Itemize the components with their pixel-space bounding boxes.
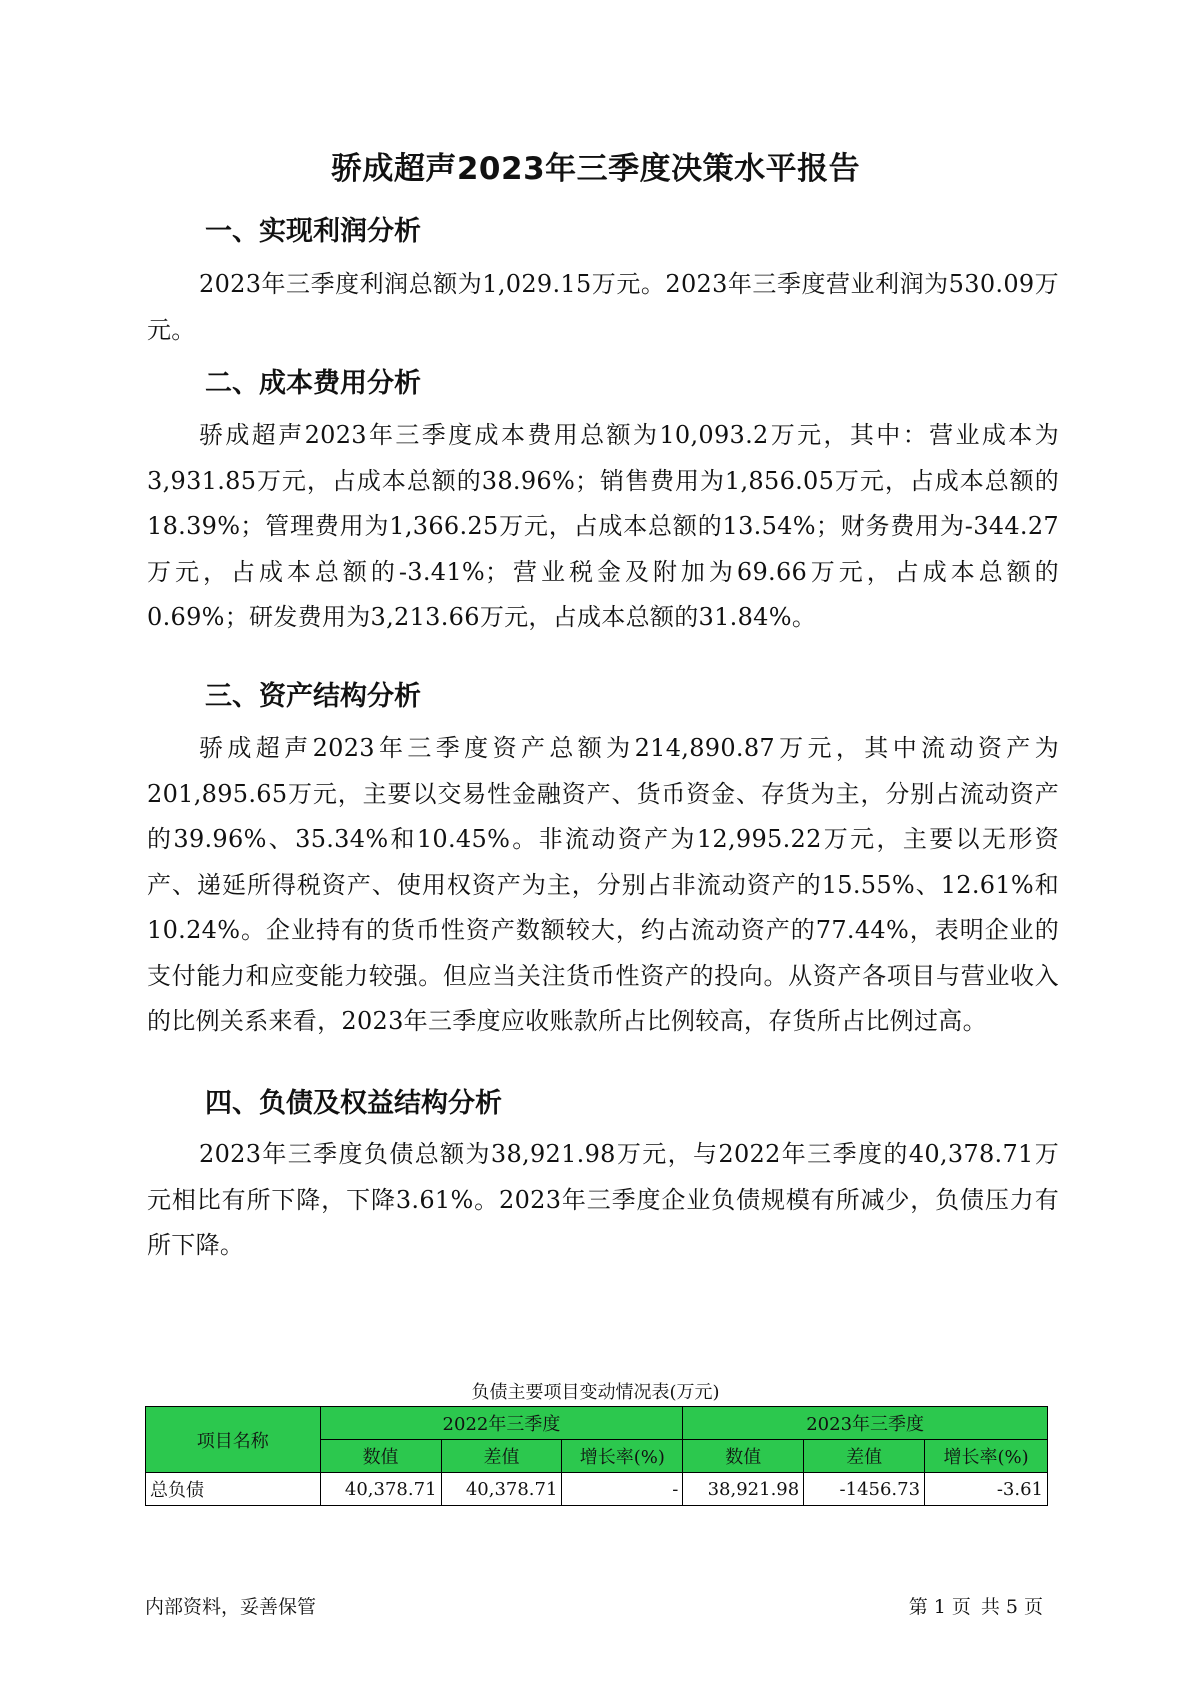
section-paragraph-liabilities: 2023年三季度负债总额为38,921.98万元，与2022年三季度的40,378.71万元相比有所下降，下降3.61%。2023年三季度企业负债规模有所减少，负债压力有所下降。 (147, 1140, 1059, 1259)
header-value-2022: 数值 (320, 1440, 441, 1473)
header-growth-2022: 增长率(%) (562, 1440, 683, 1473)
row-value-2022: 40,378.71 (320, 1473, 441, 1506)
liabilities-table (145, 1406, 1048, 1506)
header-period-2022: 2022年三季度 (320, 1407, 683, 1440)
header-growth-2023: 增长率(%) (925, 1440, 1048, 1473)
row-growth-2022: - (562, 1473, 683, 1506)
header-period-2023: 2023年三季度 (683, 1407, 1048, 1440)
section-paragraph-assets: 骄成超声2023年三季度资产总额为214,890.87万元，其中流动资产为201,895.65万元，主要以交易性金融资产、货币资金、存货为主，分别占流动资产的39.96%、35.34%和10.45%。非流动资产为12,995.22万元，主要以无形资产、递延所得税资产、使用权资产为主，分别占非流动资产的15.55%、12.61%和10.24%。企业持有的货币性资产数额较大，约占流动资产的77.44%，表明企业的支付能力和应变能力较强。但应当关注货币性资产的投向。从资产各项目与营业收入的比例关系来看，2023年三季度应收账款所占比例较高，存货所占比例过高。 (147, 734, 1059, 1035)
section-heading-cost: 二、成本费用分析 (205, 368, 421, 399)
footer-confidential-note: 内部资料，妥善保管 (145, 1596, 317, 1618)
row-growth-2023: -3.61 (925, 1473, 1048, 1506)
section-paragraph-cost: 骄成超声2023年三季度成本费用总额为10,093.2万元，其中：营业成本为3,931.85万元，占成本总额的38.96%；销售费用为1,856.05万元，占成本总额的18.39%；管理费用为1,366.25万元，占成本总额的13.54%；财务费用为-344.27万元，占成本总额的-3.41%；营业税金及附加为69.66万元，占成本总额的0.69%；研发费用为3,213.66万元，占成本总额的31.84%。 (147, 421, 1059, 631)
table-caption: 负债主要项目变动情况表(万元) (471, 1382, 720, 1403)
page-suffix: 页 (1023, 1596, 1043, 1618)
table-row (146, 1473, 1048, 1506)
page-total: 5 (1005, 1596, 1018, 1618)
header-diff-2022: 差值 (441, 1440, 562, 1473)
section-heading-assets: 三、资产结构分析 (205, 681, 421, 712)
footer-page-number (906, 1592, 1046, 1619)
header-item-name: 项目名称 (146, 1407, 321, 1473)
section-heading-liabilities: 四、负债及权益结构分析 (205, 1088, 502, 1119)
row-value-2023: 38,921.98 (683, 1473, 804, 1506)
row-diff-2022: 40,378.71 (441, 1473, 562, 1506)
section-heading-profit: 一、实现利润分析 (205, 216, 421, 247)
page-current: 1 (933, 1596, 946, 1618)
row-diff-2023: -1456.73 (804, 1473, 925, 1506)
page-mid: 页 共 (951, 1596, 1000, 1618)
header-diff-2023: 差值 (804, 1440, 925, 1473)
page-prefix: 第 (908, 1596, 928, 1618)
page-title: 骄成超声2023年三季度决策水平报告 (330, 151, 861, 187)
header-value-2023: 数值 (683, 1440, 804, 1473)
row-name: 总负债 (146, 1473, 321, 1506)
section-paragraph-profit: 2023年三季度利润总额为1,029.15万元。2023年三季度营业利润为530.09万元。 (147, 270, 1059, 344)
